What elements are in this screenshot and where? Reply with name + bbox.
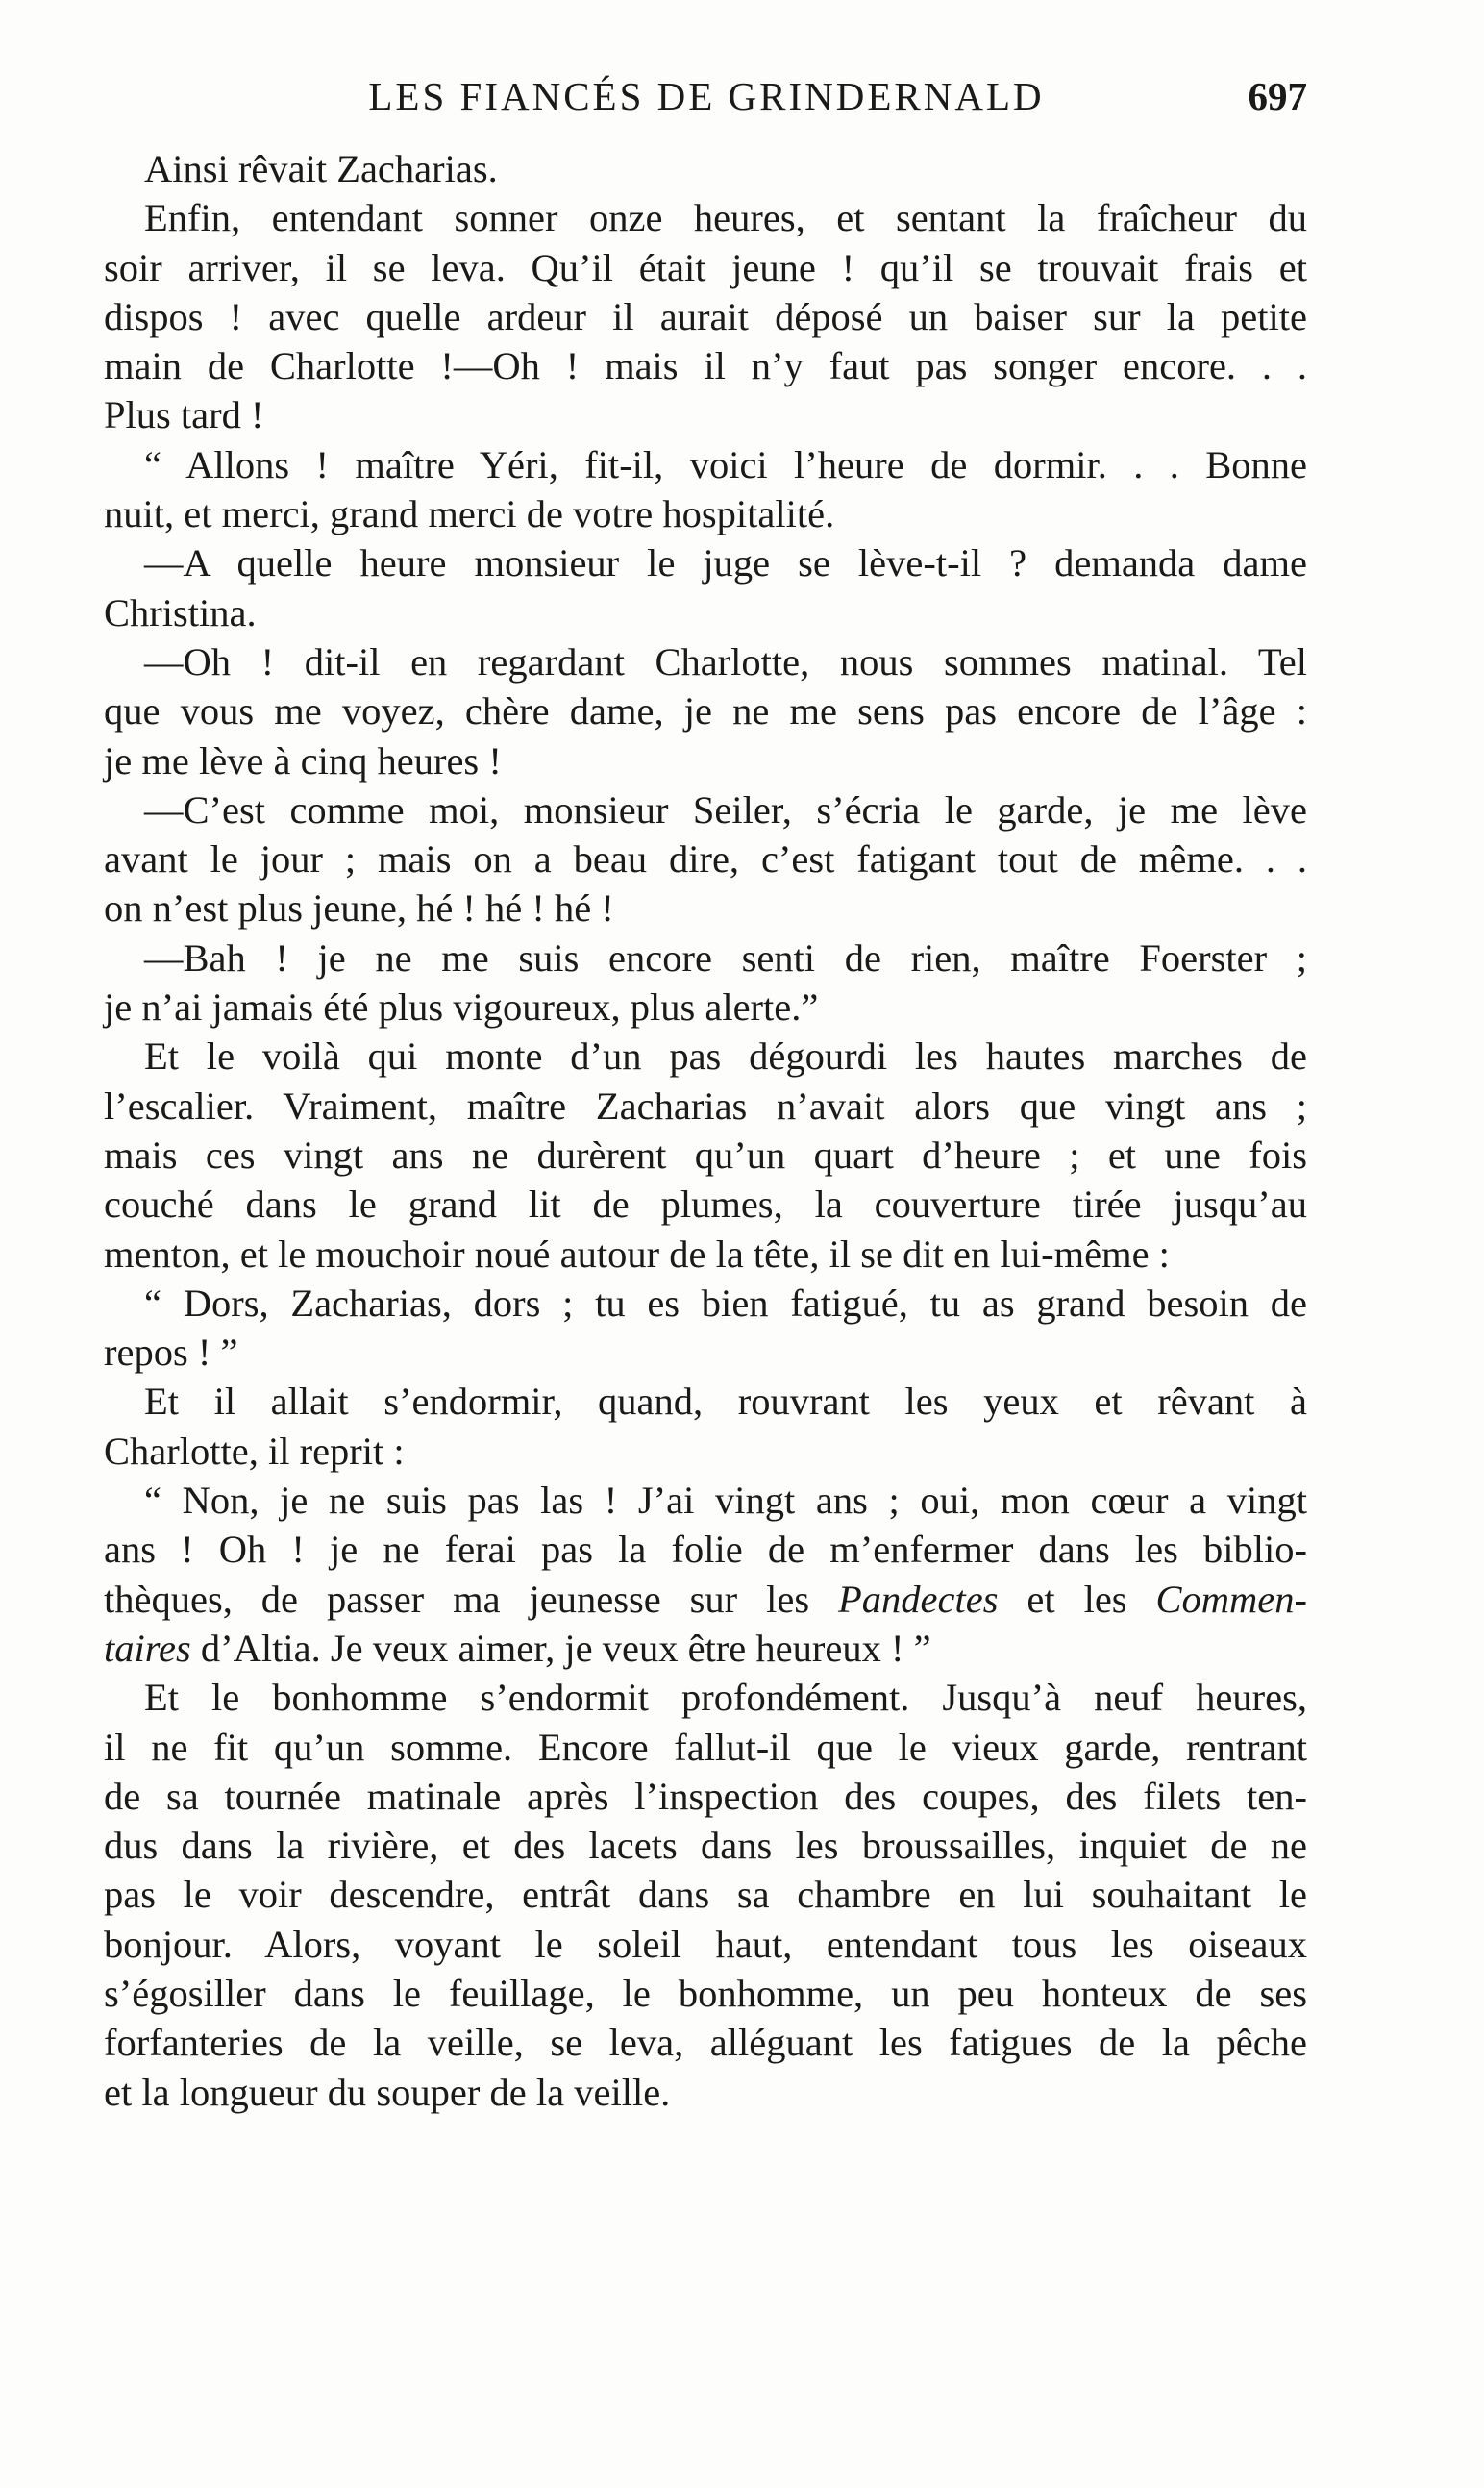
text-line: dispos ! avec quelle ardeur il aurait déposé un baiser sur la petite <box>104 294 1307 338</box>
paragraph <box>104 440 1307 539</box>
text-line: repos ! ” <box>104 1331 238 1375</box>
paragraph <box>104 637 1307 785</box>
paragraph <box>104 1377 1307 1476</box>
italic-word: Pandectes <box>838 1577 999 1621</box>
text-line: menton, et le mouchoir noué autour de la tête, il se dit en lui-même : <box>104 1232 1170 1276</box>
text-line: —Bah ! je ne me suis encore senti de rien, maître Foerster ; <box>144 935 1307 980</box>
text-line: taires d’Altia. Je veux aimer, je veux être heureux ! ” <box>104 1626 931 1670</box>
running-title: LES FIANCÉS DE GRINDERNALD <box>368 74 1045 118</box>
text-line: de sa tournée matinale après l’inspection des coupes, des filets ten- <box>104 1774 1307 1818</box>
text-line: pas le voir descendre, entrât dans sa chambre en lui souhaitant le <box>104 1873 1307 1917</box>
text-line: main de Charlotte !—Oh ! mais il n’y faut pas songer encore. . . <box>104 344 1307 388</box>
text-line: Ainsi rêvait Zacharias. <box>144 147 498 190</box>
text-line: “ Allons ! maître Yéri, fit-il, voici l’heure de dormir. . . Bonne <box>144 442 1307 486</box>
text-line: et la longueur du souper de la veille. <box>104 2070 671 2114</box>
text-line: bonjour. Alors, voyant le soleil haut, entendant tous les oiseaux <box>104 1922 1307 1966</box>
text-line: mais ces vingt ans ne durèrent qu’un quart d’heure ; et une fois <box>104 1132 1307 1177</box>
text-line: forfanteries de la veille, se leva, alléguant les fatigues de la pêche <box>104 2021 1307 2065</box>
text-line: on n’est plus jeune, hé ! hé ! hé ! <box>104 886 614 931</box>
paragraph <box>104 933 1307 1033</box>
paragraph <box>104 193 1307 439</box>
text-line: ans ! Oh ! je ne ferai pas la folie de m’enfermer dans les biblio- <box>104 1528 1307 1572</box>
page-number: 697 <box>1248 74 1307 118</box>
text-line: dus dans la rivière, et des lacets dans les broussailles, inquiet de ne <box>104 1824 1307 1868</box>
paragraph <box>104 785 1307 933</box>
italic-word: taires <box>104 1626 191 1670</box>
text-line: Christina. <box>104 590 257 634</box>
text-line: —C’est comme moi, monsieur Seiler, s’écria le garde, je me lève <box>144 787 1307 832</box>
paragraph <box>104 1673 1307 2117</box>
text-line: Et il allait s’endormir, quand, rouvrant les yeux et rêvant à <box>144 1380 1307 1424</box>
text-line: avant le jour ; mais on a beau dire, c’est fatigant tout de même. . . <box>104 837 1307 882</box>
text-line: soir arriver, il se leva. Qu’il était jeune ! qu’il se trouvait frais et <box>104 245 1307 289</box>
text-line: je n’ai jamais été plus vigoureux, plus alerte.” <box>104 985 819 1030</box>
text-line: il ne fit qu’un somme. Encore fallut-il que le vieux garde, rentrant <box>104 1725 1307 1769</box>
text-line: Enfin, entendant sonner onze heures, et sentant la fraîcheur du <box>144 196 1307 240</box>
text-line: Charlotte, il reprit : <box>104 1429 405 1473</box>
text-line: “ Non, je ne suis pas las ! J’ai vingt ans ; oui, mon cœur a vingt <box>144 1479 1307 1523</box>
text-line: —Oh ! dit-il en regardant Charlotte, nous sommes matinal. Tel <box>144 639 1307 684</box>
text-line: Plus tard ! <box>104 393 264 437</box>
text-line: nuit, et merci, grand merci de votre hospitalité. <box>104 492 835 536</box>
body-text <box>104 144 1307 2117</box>
paragraph <box>104 1032 1307 1278</box>
text-line: Et le bonhomme s’endormit profondément. Jusqu’à neuf heures, <box>144 1676 1307 1720</box>
text-line: que vous me voyez, chère dame, je ne me sens pas encore de l’âge : <box>104 689 1307 734</box>
paragraph <box>104 1476 1307 1673</box>
text-line: s’égosiller dans le feuillage, le bonhomme, un peu honteux de ses <box>104 1971 1307 2015</box>
text-line: “ Dors, Zacharias, dors ; tu es bien fatigué, tu as grand besoin de <box>144 1281 1307 1325</box>
page-header <box>106 67 1307 125</box>
paragraph <box>104 144 1307 193</box>
text-line: couché dans le grand lit de plumes, la couverture tirée jusqu’au <box>104 1182 1307 1227</box>
paragraph <box>104 538 1307 637</box>
italic-word: Commen- <box>1155 1577 1307 1621</box>
text-line: Et le voilà qui monte d’un pas dégourdi les hautes marches de <box>144 1034 1307 1079</box>
text-line: thèques, de passer ma jeunesse sur les Pandectes et les Commen- <box>104 1577 1307 1621</box>
text-line: —A quelle heure monsieur le juge se lève-t-il ? demanda dame <box>144 541 1307 585</box>
text-line: je me lève à cinq heures ! <box>104 738 502 783</box>
paragraph <box>104 1279 1307 1378</box>
text-line: l’escalier. Vraiment, maître Zacharias n’avait alors que vingt ans ; <box>104 1083 1307 1128</box>
